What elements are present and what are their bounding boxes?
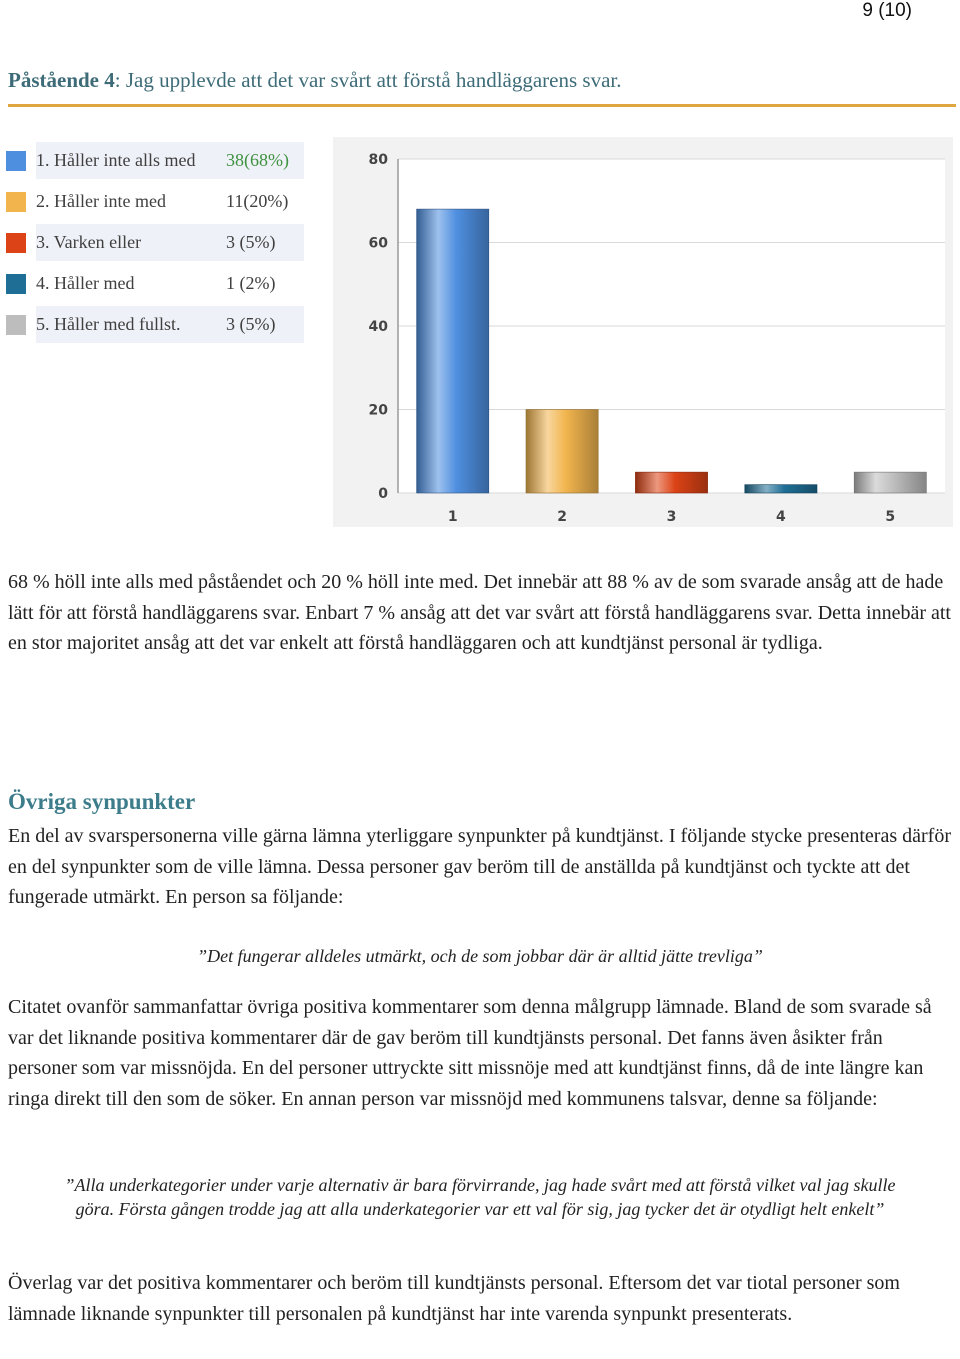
y-tick-label: 60: [368, 235, 388, 252]
chart-legend: [4, 140, 304, 345]
y-tick-label: 40: [368, 319, 388, 335]
y-tick-label: 20: [368, 402, 388, 419]
legend-item: [4, 181, 304, 222]
legend-label: 3. Varken eller: [36, 224, 222, 261]
legend-swatch: [6, 274, 26, 294]
bar: [526, 410, 598, 494]
bar-chart: [333, 137, 953, 527]
legend-swatch: [6, 315, 26, 335]
x-tick-label: 1: [447, 509, 458, 525]
paragraph-conclusion: Överlag var det positiva kommentarer och beröm till kundtjänsts personal. Eftersom det var tiotal personer som lämnade liknande synpunkter till personalen på kundtjänst har inte varenda synpunkt presenterats.: [8, 1272, 900, 1325]
legend-label: 4. Håller med: [36, 273, 135, 293]
legend-value: 3 (5%): [222, 224, 304, 261]
quote-positive: ”Det fungerar alldeles utmärkt, och de som jobbar där är alltid jätte trevliga”: [197, 946, 763, 966]
statement-text: : Jag upplevde att det var svårt att förstå handläggarens svar.: [114, 68, 622, 92]
x-tick-label: 5: [885, 509, 896, 525]
legend-label: 5. Håller med fullst.: [36, 306, 222, 343]
legend-value: 38(68%): [222, 142, 304, 179]
legend-item: [4, 222, 304, 263]
legend-label: 1. Håller inte alls med: [36, 142, 222, 179]
statement-header: [8, 68, 956, 107]
section-heading: Övriga synpunkter: [8, 789, 196, 814]
y-tick-label: 0: [378, 486, 388, 502]
bar-chart-svg: [333, 137, 953, 527]
legend-swatch: [6, 233, 26, 253]
paragraph-summary: Citatet ovanför sammanfattar övriga positiva kommentarer som denna målgrupp lämnade. Bland de som svarade så var det liknande positiva kommentarer där de gav beröm till kundtjänsts personal. Det fanns även åsikter från personer som var missnöjda. En del personer uttryckte sitt missnöje med att kundtjänst finns, då de inte längre kan ringa direkt till den som de söker. En annan person var missnöjd med kommunens talsvar, denne sa följande:: [8, 996, 932, 1110]
paragraph-intro: En del av svarspersonerna ville gärna lämna yterliggare synpunkter på kundtjänst. I följande stycke presenteras därför en del synpunkter som de ville lämna. Dessa personer gav beröm till de anställda på kundtjänst och tyckte att det fungerade utmärkt. En person sa följande:: [8, 825, 951, 909]
legend-value: 11(20%): [226, 191, 289, 211]
legend-value: 3 (5%): [222, 306, 304, 343]
page-number: 9 (10): [862, 0, 912, 21]
paragraph-results: 68 % höll inte alls med påståendet och 20 % höll inte med. Det innebär att 88 % av de som svarade ansåg att de hade lätt för att förstå handläggarens svar. Enbart 7 % ansåg att det var svårt att förstå handläggarens svar. Detta innebär att en stor majoritet ansåg att det var enkelt att förstå handläggaren och att kundtjänst personal är tydliga.: [8, 571, 951, 655]
statement-label: Påstående 4: [8, 68, 115, 92]
quote-negative: ”Alla underkategorier under varje alternativ är bara förvirrande, jag hade svårt med att förstå vilket val jag skulle göra. Första gången trodde jag att alla underkategorier var ett val för sig, jag tycker det är otydligt helt enkelt”: [64, 1175, 896, 1219]
x-tick-label: 4: [776, 509, 786, 525]
x-tick-label: 3: [666, 509, 677, 525]
bar: [854, 472, 926, 493]
x-tick-label: 2: [557, 509, 567, 525]
legend-item: [4, 140, 304, 181]
bar: [417, 209, 489, 493]
legend-value: 1 (2%): [226, 273, 276, 293]
legend-swatch: [6, 192, 26, 212]
bar: [635, 472, 707, 493]
legend-item: [4, 304, 304, 345]
y-tick-label: 80: [368, 152, 388, 168]
legend-swatch: [6, 151, 26, 171]
legend-label: 2. Håller inte med: [36, 191, 166, 211]
bar: [745, 485, 817, 493]
legend-item: [4, 263, 304, 304]
